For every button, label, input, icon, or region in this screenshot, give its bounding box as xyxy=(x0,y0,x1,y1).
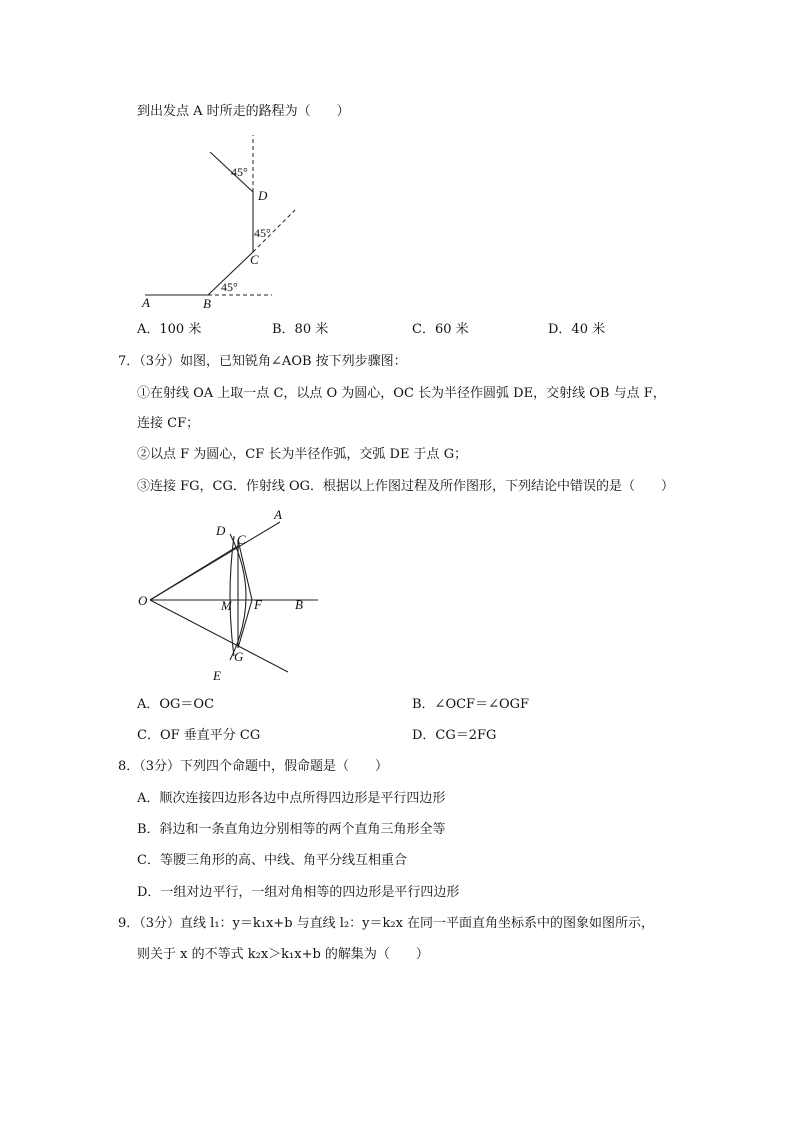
segment-OC xyxy=(150,546,238,600)
arc-from-F xyxy=(230,536,234,656)
q6-option-a[interactable]: A．100 米 xyxy=(137,322,202,337)
q8-option-d[interactable]: D．一组对边平行，一组对角相等的四边形是平行四边形 xyxy=(137,885,460,900)
point-D: D xyxy=(258,188,268,203)
point-B: B xyxy=(203,296,211,311)
point-M: M xyxy=(221,598,232,613)
q6-option-d[interactable]: D．40 米 xyxy=(548,322,606,337)
q9-stem-line1: 9．（3分）直线 l₁：y＝k₁x+b 与直线 l₂：y＝k₂x 在同一平面直角坐标系中的图象如图所示， xyxy=(118,916,655,931)
point-A: A xyxy=(274,507,282,522)
q7-option-c[interactable]: C．OF 垂直平分 CG xyxy=(137,728,261,743)
point-D: D xyxy=(216,523,226,538)
q8-option-b[interactable]: B．斜边和一条直角边分别相等的两个直角三角形全等 xyxy=(137,822,446,837)
point-C: C xyxy=(237,532,246,547)
q6-option-c[interactable]: C．60 米 xyxy=(412,322,469,337)
point-O: O xyxy=(138,593,148,608)
angle-label-C: 45° xyxy=(254,226,271,240)
point-F: F xyxy=(254,597,262,612)
q8-stem: 8．（3分）下列四个命题中，假命题是（ ） xyxy=(118,759,389,774)
point-A: A xyxy=(142,295,150,310)
q8-option-c[interactable]: C．等腰三角形的高、中线、角平分线互相重合 xyxy=(137,853,407,868)
q7-construction-figure xyxy=(130,500,330,690)
point-C: C xyxy=(250,252,259,267)
q7-stem: 7．（3分）如图，已知锐角∠AOB 按下列步骤图： xyxy=(118,354,407,369)
q7-step3: ③连接 FG，CG．作射线 OG．根据以上作图过程及所作图形，下列结论中错误的是（ ） xyxy=(137,479,675,494)
q9-stem-line2: 则关于 x 的不等式 k₂x＞k₁x+b 的解集为（ ） xyxy=(137,947,429,962)
point-G: G xyxy=(234,649,244,664)
q7-option-a[interactable]: A．OG＝OC xyxy=(137,697,215,712)
q8-option-a[interactable]: A．顺次连接四边形各边中点所得四边形是平行四边形 xyxy=(137,791,446,806)
ray-OG xyxy=(150,600,288,672)
q7-option-d[interactable]: D．CG＝2FG xyxy=(412,728,497,743)
q6-path-figure xyxy=(130,130,310,315)
q7-step1-line1: ①在射线 OA 上取一点 C，以点 O 为圆心，OC 长为半径作圆弧 DE，交射线 OB 与点 F， xyxy=(137,386,666,401)
q7-step2: ②以点 F 为圆心，CF 长为半径作弧，交弧 DE 于点 G； xyxy=(137,447,468,462)
point-B: B xyxy=(295,597,303,612)
q6-stem-tail: 到出发点 A 时所走的路程为（ ） xyxy=(137,104,350,119)
point-E: E xyxy=(213,668,221,683)
q6-option-b[interactable]: B．80 米 xyxy=(272,322,329,337)
segment-CF xyxy=(238,540,252,600)
angle-label-D: 45° xyxy=(231,165,248,179)
q7-step1-line2: 连接 CF； xyxy=(137,416,200,431)
q7-option-b[interactable]: B．∠OCF＝∠OGF xyxy=(412,697,530,712)
angle-label-B: 45° xyxy=(221,280,238,294)
